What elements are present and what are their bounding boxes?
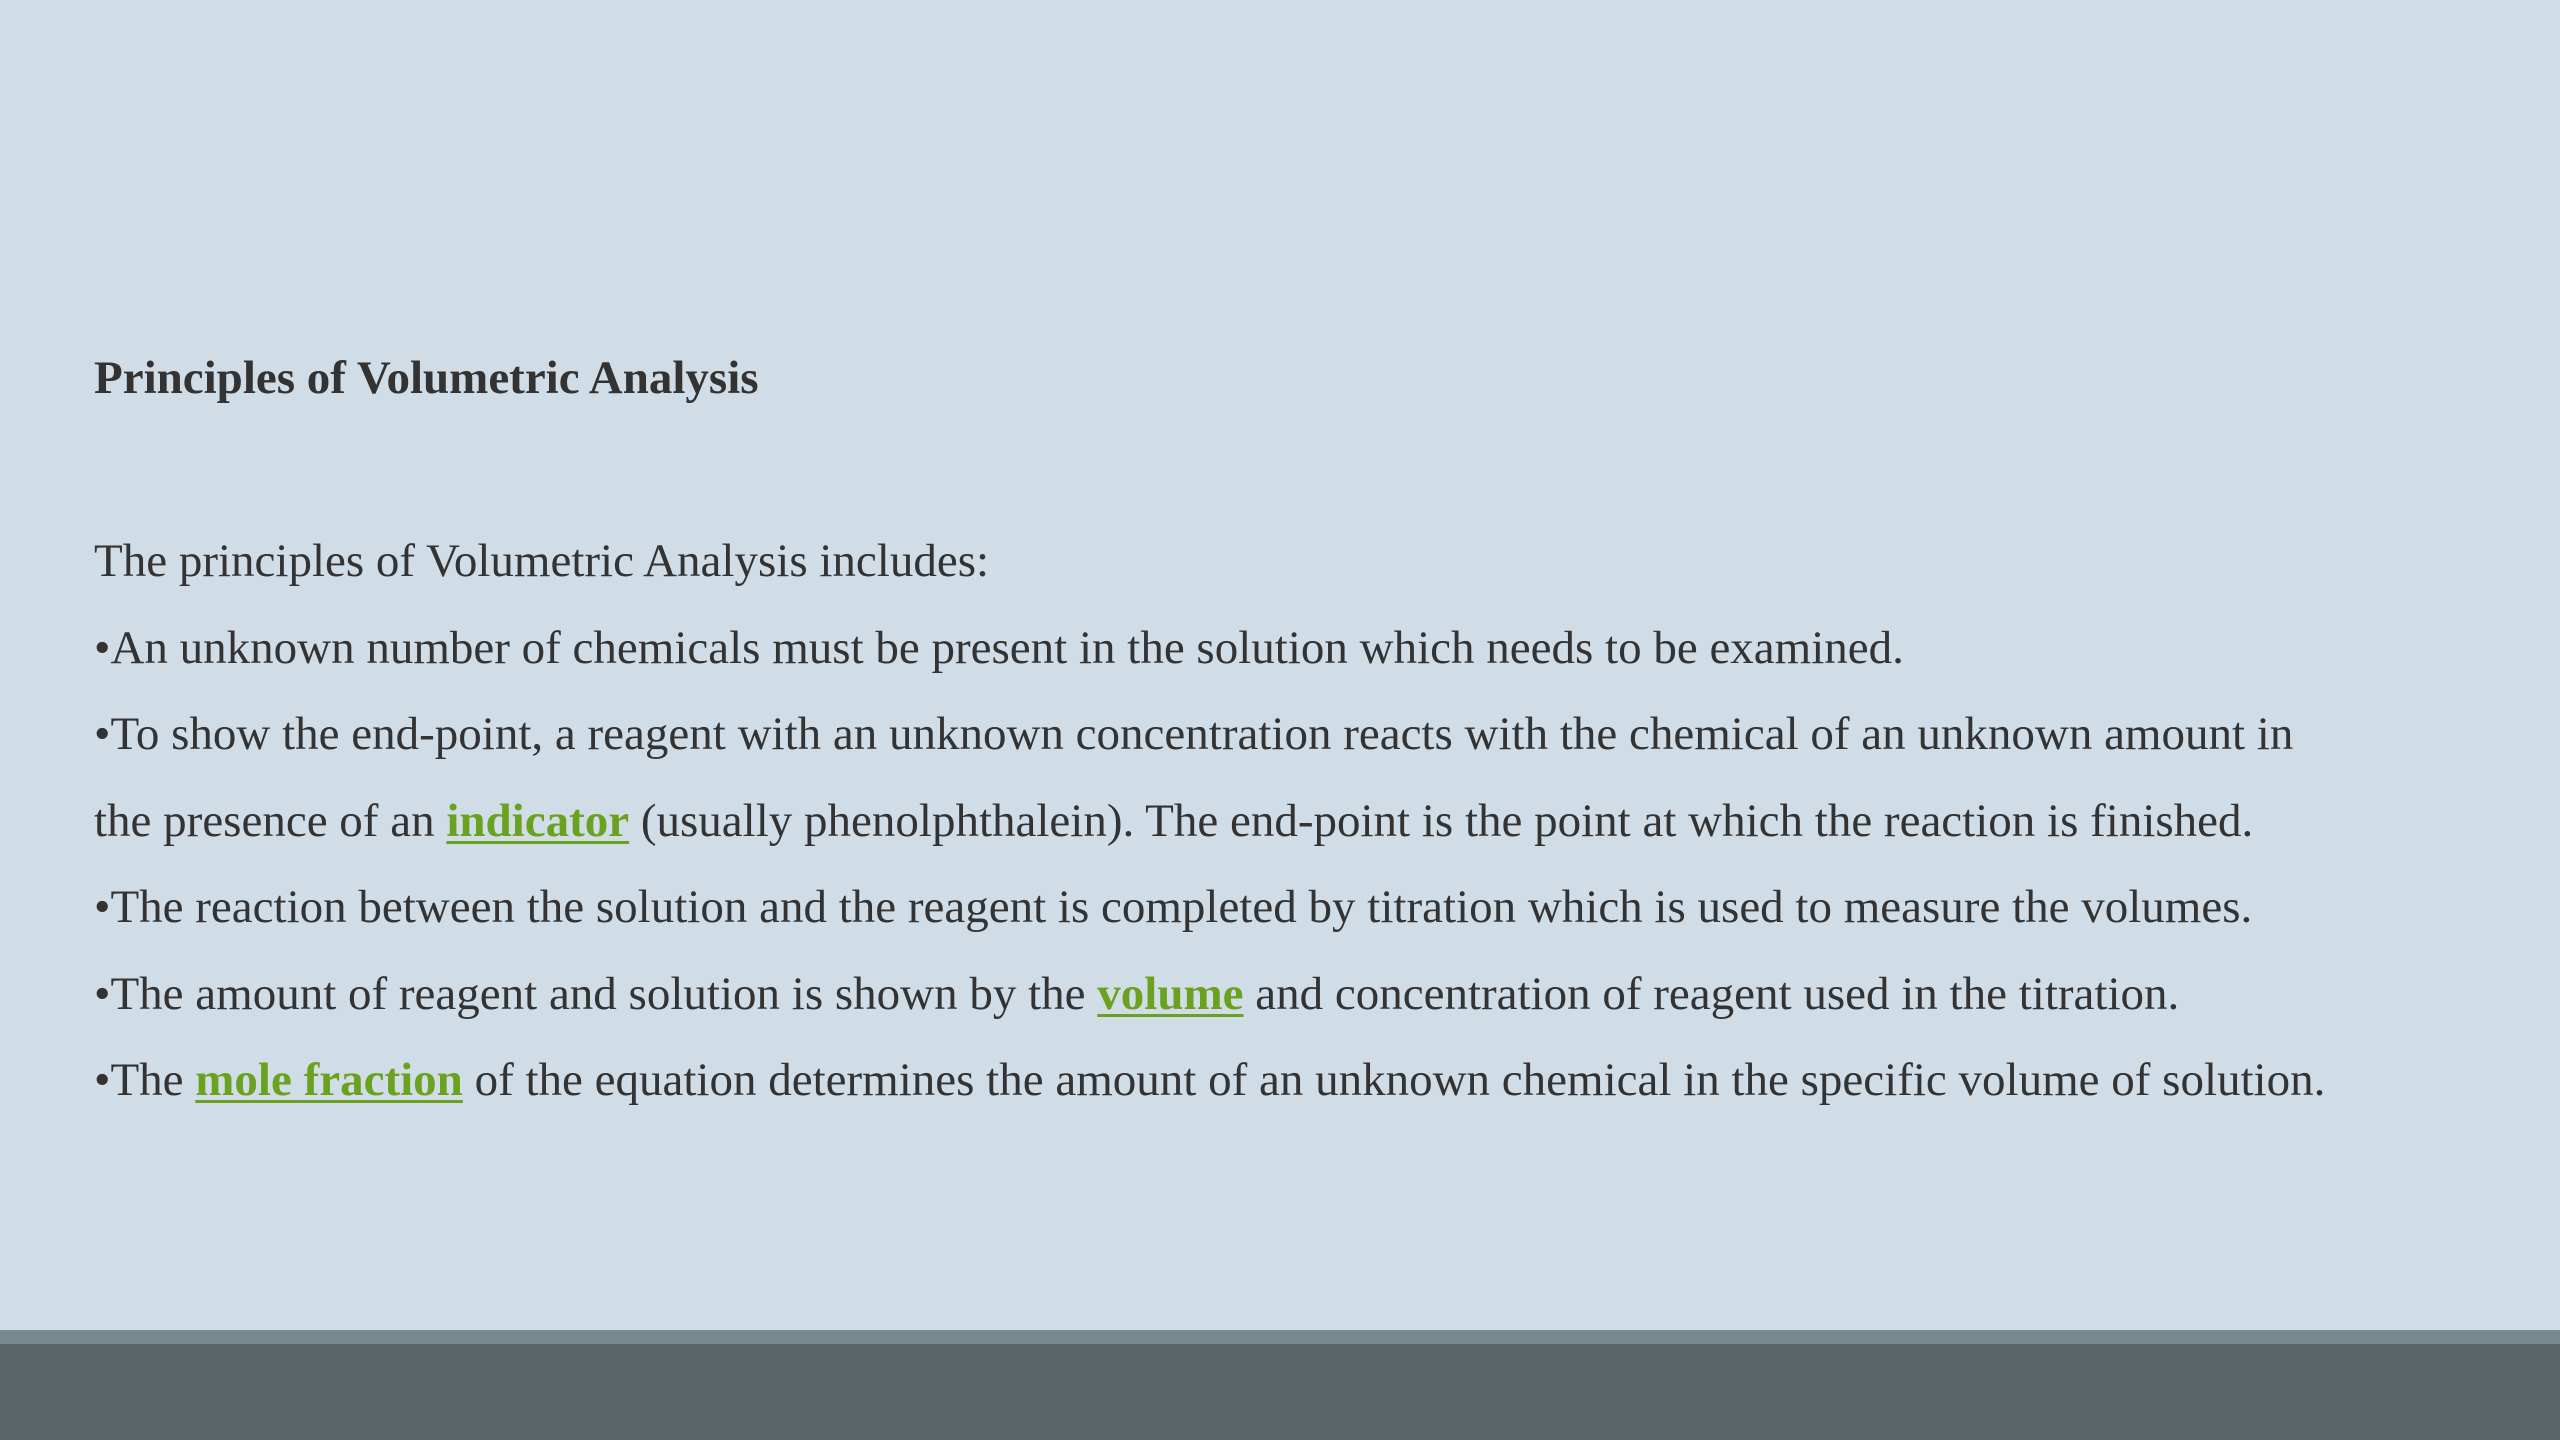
- volume-link[interactable]: volume: [1097, 967, 1244, 1020]
- bullet-5-text-post: of the equation determines the amount of an unknown chemical in the specific volume of solution.: [462, 1054, 2326, 1106]
- slide-title: Principles of Volumetric Analysis: [94, 352, 759, 404]
- intro-line: The principles of Volumetric Analysis includes:: [94, 535, 990, 587]
- mole-fraction-link[interactable]: mole fraction: [195, 1054, 463, 1106]
- bullet-2-line-1: •To show the end-point, a reagent with an unknown concentration reacts with the chemical of an unknown amount in: [94, 708, 2294, 760]
- bullet-3: •The reaction between the solution and the reagent is completed by titration which is used to measure the volumes.: [94, 881, 2253, 933]
- bullet-2-text-post: (usually phenolphthalein). The end-point is the point at which the reaction is finished.: [629, 794, 2254, 847]
- bullet-5-text-pre: •The: [94, 1054, 196, 1106]
- bullet-2-line-2: [94, 778, 2494, 865]
- bullet-4: [94, 951, 2494, 1038]
- bullet-1: •An unknown number of chemicals must be present in the solution which needs to be examined.: [94, 621, 1904, 674]
- slide-body: [94, 518, 2494, 1124]
- bullet-5: [94, 1037, 2494, 1124]
- bullet-4-text-post: and concentration of reagent used in the titration.: [1243, 967, 2180, 1020]
- footer-stripe: [0, 1330, 2560, 1344]
- bullet-2-text-pre: the presence of an: [94, 794, 435, 847]
- footer-bar: [0, 1344, 2560, 1440]
- bullet-4-text-pre: •The amount of reagent and solution is shown by the: [94, 967, 1098, 1020]
- indicator-link[interactable]: indicator: [446, 794, 630, 847]
